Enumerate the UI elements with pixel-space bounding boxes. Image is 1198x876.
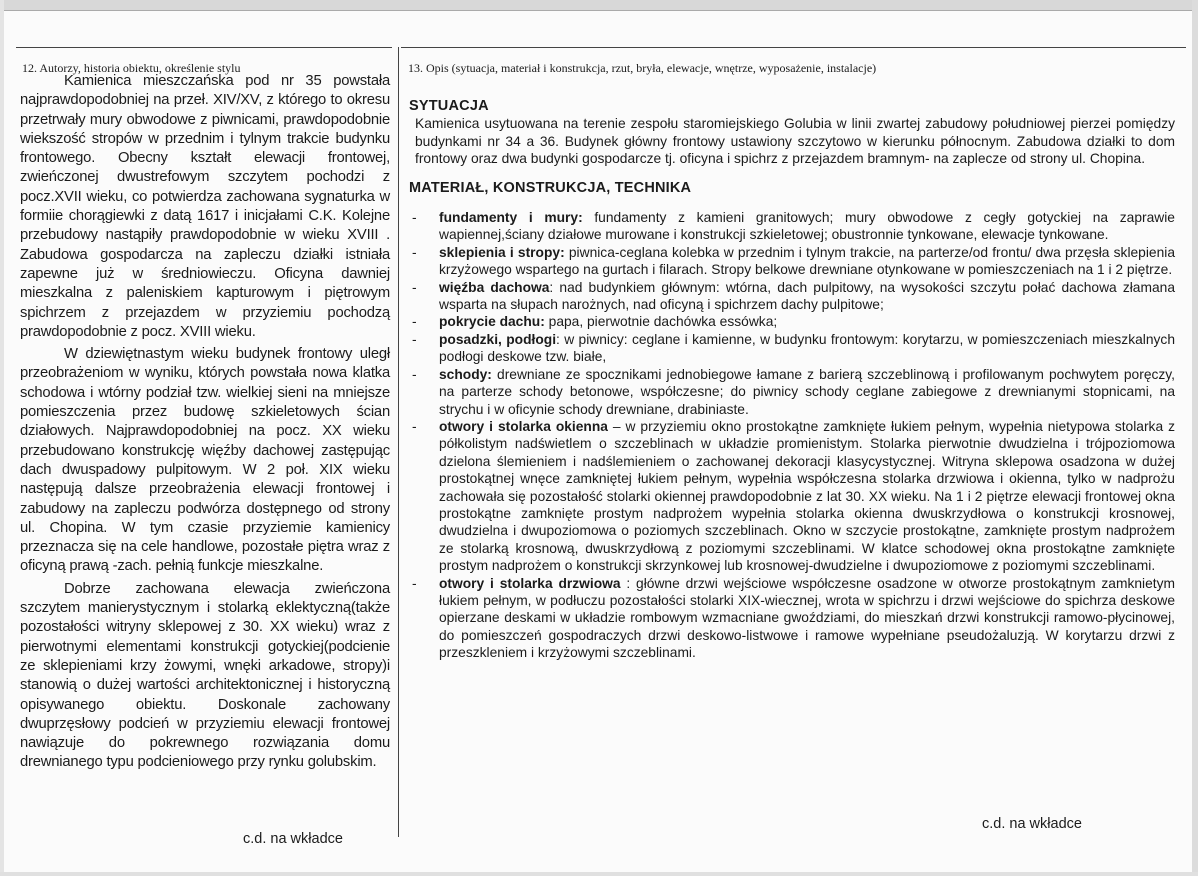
item-label: sklepienia i stropy: bbox=[439, 244, 565, 260]
item-label: otwory i stolarka drzwiowa bbox=[439, 575, 621, 591]
scan-right-edge bbox=[1192, 0, 1198, 876]
history-paragraph: Dobrze zachowana elewacja zwieńczona szczytem manierystycznym i stolarką eklektyczną(także pozostałości witryny sklepowej z 30. XX wieku) wraz z pierwotnymi elementami konstrukcji gotyckiej(podcienie ze sklepieniami krzy żowymi, wnęki arkadowe, stropy)i stanowią o dużej wartości architektonicznej i historyczną opisywanego obiektu. Doskonale zachowany dwuprzęsłowy podcień w przyziemiu elewacji frontowej nawiązuje do pokrewnego rozwiązania domu drewnianego typu podcieniowego przy rynku golubskim. bbox=[20, 580, 390, 771]
history-paragraph: W dziewiętnastym wieku budynek frontowy uległ przeobrażeniom w wyniku, których powstała nowa klatka schodowa i wtórny podział tzw. wielkiej sieni na mniejsze pomieszczenia przez budowę szkieletowych ścian działowych. Najprawdopodobniej na pocz. XX wieku przebudowano konstrukcję więźby dachowej zastępując dach dwuspadowy pulpitowym. W 2 poł. XIX wieku następują dalsze przeobrażenia elewacji frontowej i zabudowy na zapleczu podwórza dostępnego od strony ul. Chopina. W tym czasie przyziemie kamienicy przeznacza się na cele handlowe, pozostałe piętra wraz z oficyną prawą -zach. pełnią funkcje mieszkalne. bbox=[20, 346, 390, 575]
item-text: papa, pierwotnie dachówka essówka; bbox=[544, 314, 778, 330]
left-continued-note: c.d. na wkładce bbox=[243, 831, 343, 847]
material-item bbox=[409, 575, 1175, 662]
history-text bbox=[20, 72, 390, 773]
material-item bbox=[409, 313, 1175, 330]
item-label: posadzki, podłogi bbox=[439, 331, 557, 347]
situation-text: Kamienica usytuowana na terenie zespołu staromiejskiego Golubia w linii zwartej zabudowy południowej pierzei pomiędzy budynkami nr 34 a 36. Budynek główny frontowy ustawiony szczytowo w kierunku północnym. Zabudowa działki to dom frontowy oraz dwa budynki gospodarcze tj. oficyna i spichrz z przejazdem bramnym- na zaplecze od strony ul. Chopina. bbox=[415, 116, 1175, 167]
right-header-rule bbox=[401, 47, 1186, 48]
material-list bbox=[409, 209, 1175, 662]
material-item bbox=[409, 279, 1175, 314]
description-panel bbox=[409, 98, 1175, 662]
material-item bbox=[409, 331, 1175, 366]
column-divider bbox=[398, 47, 399, 837]
item-text: : główne drzwi wejściowe współczesne osadzone w otworze prostokątnym zamknietym łukiem pełnym, w podłuczu pozostałości stolarki XIX-wiecznej, wrota w spichrzu i drzwi wejściowe do spichrza deskowe opierzane deskami w układzie rombowym wzmacniane gwoździami, do mieszkań drzwi konstrukcji ramowo-płycinowej, do pomieszczeń gospodraczych drzwi deskowo-listwowe i ramowe wypełniane pseudożaluzją. W korytarzu drzwi z przeszkleniem i krzyżowymi szczeblinami. bbox=[439, 575, 1175, 661]
left-header-rule bbox=[16, 47, 392, 48]
item-text: fundamenty z kamieni granitowych; mury obwodowe z cegły gotyckiej na zaprawie wapiennej,ściany działowe murowane i konstrukcji szkieletowej; obustronnie tynkowane, elewacje tynkowane. bbox=[439, 210, 1175, 243]
right-continued-note: c.d. na wkładce bbox=[982, 816, 1082, 832]
item-label: schody: bbox=[439, 366, 492, 382]
item-label: więźba dachowa bbox=[439, 279, 550, 295]
item-text: : w piwnicy: ceglane i kamienne, w budynku frontowym: korytarzu, w pomieszczeniach mieszkalnych podłogi deskowe tzw. białe, bbox=[439, 331, 1175, 365]
material-item bbox=[409, 244, 1175, 279]
material-item bbox=[409, 366, 1175, 418]
item-label: pokrycie dachu: bbox=[439, 314, 545, 330]
material-item bbox=[409, 418, 1175, 575]
item-text: – w przyziemiu okno prostokątne zamknięte łukiem pełnym, wypełnia nietypowa stolarka z półkolistym nadświetlem o szczeblinach w układzie promienistym. Stolarka pierwotnie dwudzielna i trójpoziomowa dzielona ślemieniem i nadślemieniem o zachowanej dekoracji klasycystycznej. Witryna sklepowa osadzona w dużej prostokątnej wnęce zamkniętej łukiem pełnym, wypełnia współczesna stolarka drzwiowa i okienna, tylko w nadprożu zachowała się pozostałość stolarki okiennej prawdopodobnie z lat 30. XX wieku. Na 1 i 2 piętrze elewacji frontowej okna prostokątne zamknięte prostym nadprożem wypełnia stolarka okienna dwuskrzydłowa o konstrukcji krosnowej, dwudzielna i dwupoziomowa o poziomych szczeblinach. Okno w szczycie prostokątne, zamknięte prostym nadprożem ze stolarką krosnową, dwuskrzydłową z poziomymi szczeblinami. W klatce schodowej okna prostokątne zamknięte prostym nadprożem o konstrukcji skrzynkowej lub krosnowej-dwudzielne i dwupoziomowe z poziomymi szczeblinami. bbox=[439, 418, 1175, 574]
material-title: MATERIAŁ, KONSTRUKCJA, TECHNIKA bbox=[409, 179, 692, 196]
item-text: piwnica-ceglana kolebka w przednim i tylnym trakcie, na parterze/od frontu/ dwa przęsła sklepienia krzyżowego wspartego na gurtach i filarach. Stropy belkowe drewniane otynkowane w pomieszczeniach na 1 i 2 piętrze. bbox=[439, 244, 1176, 278]
item-label: fundamenty i mury: bbox=[439, 210, 583, 226]
item-text: : nad budynkiem głównym: wtórna, dach pulpitowy, na wysokości szczytu połać dachowa złamana wsparta na słupach narożnych, nad oficyną i spichrzem dachy pulpitowe; bbox=[439, 279, 1175, 313]
history-paragraph: Kamienica mieszczańska pod nr 35 powstała najprawdopodobniej na przeł. XIV/XV, z którego to okresu przetrwały mury obwodowe z piwnicami, prawdopodobnie wiekszość stropów w przednim i tylnym trakcie budynku frontowego. Obecny kształt elewacji frontowej, zwieńczonej dwustrefowym szczytem pochodzi z pocz.XVII wieku, co potwierdza zachowana sygnaturka w formiie chorągiewki z datą 1617 i inicjałami C.K. Kolejne przebudowy nastąpiły prawdopodobnie w wieku XVIII . Zabudowa gospodarcza na zapleczu działki istniała zapewne już w średniowieczu. Oficyna dawniej mieszkalna z paleniskiem kapturowym i piętrowym spichrzem z przejazdem w przyziemiu pochodzą prawdopodobnie z pocz. XVIII wieku. bbox=[20, 73, 390, 340]
item-text: drewniane ze spocznikami jednobiegowe łamane z barierą szczeblinową i profilowanym pochwytem poręczy, na parterze schody betonowe, współczesne; do piwnicy schody ceglane zabiegowe z drewnianymi stopnicami, na strychu i w oficynie schody drewniane, drabiniaste. bbox=[439, 366, 1175, 417]
situation-title: SYTUACJA bbox=[409, 98, 489, 114]
scan-bottom-edge bbox=[0, 872, 1198, 876]
scan-top-edge bbox=[0, 0, 1198, 11]
material-item bbox=[409, 209, 1175, 244]
description-section-header: 13. Opis (sytuacja, materiał i konstrukcja, rzut, bryła, elewacje, wnętrze, wyposażenie, instalacje) bbox=[408, 61, 877, 75]
history-section-header: 12. Autorzy, historia obiektu, określenie stylu bbox=[22, 61, 241, 75]
item-label: otwory i stolarka okienna bbox=[439, 418, 608, 434]
scan-left-edge bbox=[0, 0, 4, 876]
